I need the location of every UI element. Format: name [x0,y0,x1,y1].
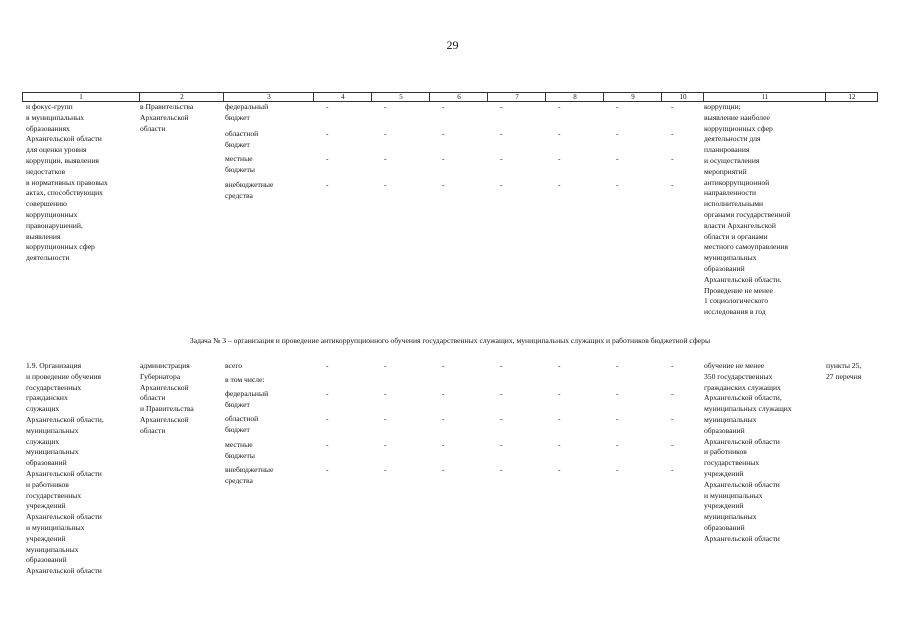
s2-dash-r2-c4: - [326,389,329,398]
s1-dash-r3-c9: - [616,154,619,163]
header-col-3: 3 [223,93,314,101]
s2-dash-r3-c8: - [558,414,561,423]
table-header-row [22,92,878,102]
s2-dash-r5-c10: - [671,465,674,474]
s2-funding-federal: федеральный бюджет [225,389,269,409]
header-col-1: 1 [79,93,83,101]
header-col-5: 5 [371,93,430,101]
s1-result-text: коррупции; выявление наиболее коррупционных сфер деятельности для планирования и осуществления мероприятий антикоррупционной направленности исполнительными органами государственной власти Архангельской области и органами местного самоуправления муниципальных образований Архангельской области. Проведение не менее 1 социологического исследования в год [704,102,791,317]
header-col-9: 9 [603,93,662,101]
s2-dash-r5-c4: - [326,465,329,474]
s2-dash-r4-c6: - [442,440,445,449]
task-3-title: Задача № 3 – организация и проведение антикоррупционного обучения государственных служащих, муниципальных служащих и работников бюджетной сферы [189,336,711,345]
header-col-2: 2 [139,93,224,101]
s2-dash-r2-c6: - [442,389,445,398]
header-col-7: 7 [487,93,546,101]
s2-dash-r3-c10: - [671,414,674,423]
s1-dash-r1-c6: - [442,102,445,111]
header-col-11: 11 [703,93,826,101]
s2-dash-r4-c8: - [558,440,561,449]
s2-dash-r1-c6: - [442,361,445,370]
s1-funding-offbudget: внебюджетные средства [225,180,274,200]
s1-dash-r3-c5: - [384,154,387,163]
s2-funding-offbudget: внебюджетные средства [225,465,274,485]
header-col-10: 10 [661,93,704,101]
s2-result-text: обучение не менее 350 государственных гражданских служащих Архангельской области, муниципальных служащих муниципальных образований Архангельской области и работников государственных учреждений Архангельской области и муниципальных учреждений муниципальных образований Архангельской области [704,361,792,543]
s1-dash-r3-c6: - [442,154,445,163]
s1-funding-regional: областной бюджет [225,129,259,149]
s1-dash-r1-c4: - [326,102,329,111]
s2-dash-r3-c9: - [616,414,619,423]
s1-dash-r1-c5: - [384,102,387,111]
s2-reference-text: пункты 25, 27 перечня [826,361,862,381]
s2-dash-r5-c6: - [442,465,445,474]
s1-dash-r1-c8: - [558,102,561,111]
s1-dash-r3-c4: - [326,154,329,163]
s2-dash-r4-c10: - [671,440,674,449]
s2-funding-total: всего [225,361,243,370]
s1-dash-r1-c9: - [616,102,619,111]
page-number: 29 [446,38,459,52]
s1-funding-federal: федеральный бюджет [225,102,269,122]
s1-dash-r1-c10: - [671,102,674,111]
s2-dash-r1-c5: - [384,361,387,370]
s2-dash-r3-c4: - [326,414,329,423]
s1-dash-r2-c4: - [326,129,329,138]
header-col-8: 8 [545,93,604,101]
header-col-4: 4 [313,93,372,101]
s2-dash-r3-c7: - [500,414,503,423]
s1-dash-r4-c9: - [616,180,619,189]
s2-responsible-text: администрация Губернатора Архангельской области и Правительства Архангельской области [140,361,194,435]
s2-dash-r3-c5: - [384,414,387,423]
s1-responsible-text: в Правительства Архангельской области [140,102,194,133]
s2-measure-text: 1.9. Организация и проведение обучения государственных гражданских служащих Архангельской области, муниципальных служащих муниципальных образований Архангельской области и работников государственных учреждений Архангельской области и муниципальных учреждений муниципальных образований Архангельской области [26,361,104,576]
header-col-12: 12 [825,93,878,101]
s2-dash-r4-c4: - [326,440,329,449]
s2-dash-r2-c7: - [500,389,503,398]
s2-dash-r2-c10: - [671,389,674,398]
s1-measure-text: и фокус-групп в муниципальных образованиях Архангельской области для оценки уровня коррупции, выявления недостатков в нормативных правовых актах, способствующих совершению коррупционных правонарушений, выявления коррупционных сфер деятельности [26,102,108,263]
s1-dash-r4-c7: - [500,180,503,189]
s2-dash-r1-c4: - [326,361,329,370]
s2-dash-r5-c7: - [500,465,503,474]
s2-funding-local: местные бюджеты [225,440,255,460]
s1-dash-r4-c5: - [384,180,387,189]
s2-dash-r1-c8: - [558,361,561,370]
s1-dash-r2-c8: - [558,129,561,138]
s1-dash-r4-c4: - [326,180,329,189]
s1-dash-r3-c10: - [671,154,674,163]
s1-dash-r3-c7: - [500,154,503,163]
s2-dash-r5-c9: - [616,465,619,474]
s1-dash-r2-c10: - [671,129,674,138]
s2-dash-r1-c7: - [500,361,503,370]
header-col-6: 6 [429,93,488,101]
s2-funding-including: в том числе: [225,375,265,384]
s2-dash-r5-c8: - [558,465,561,474]
s1-dash-r3-c8: - [558,154,561,163]
s1-dash-r2-c7: - [500,129,503,138]
s2-dash-r5-c5: - [384,465,387,474]
s1-dash-r1-c7: - [500,102,503,111]
s2-dash-r3-c6: - [442,414,445,423]
s2-dash-r2-c5: - [384,389,387,398]
s1-funding-local: местные бюджеты [225,154,255,174]
s2-dash-r2-c8: - [558,389,561,398]
s1-dash-r2-c6: - [442,129,445,138]
s1-dash-r4-c8: - [558,180,561,189]
s2-dash-r1-c10: - [671,361,674,370]
s2-dash-r2-c9: - [616,389,619,398]
s1-dash-r4-c6: - [442,180,445,189]
s2-dash-r4-c7: - [500,440,503,449]
s2-dash-r1-c9: - [616,361,619,370]
s2-dash-r4-c5: - [384,440,387,449]
s1-dash-r4-c10: - [671,180,674,189]
s2-funding-regional: областной бюджет [225,414,259,434]
s1-dash-r2-c9: - [616,129,619,138]
s1-dash-r2-c5: - [384,129,387,138]
s2-dash-r4-c9: - [616,440,619,449]
